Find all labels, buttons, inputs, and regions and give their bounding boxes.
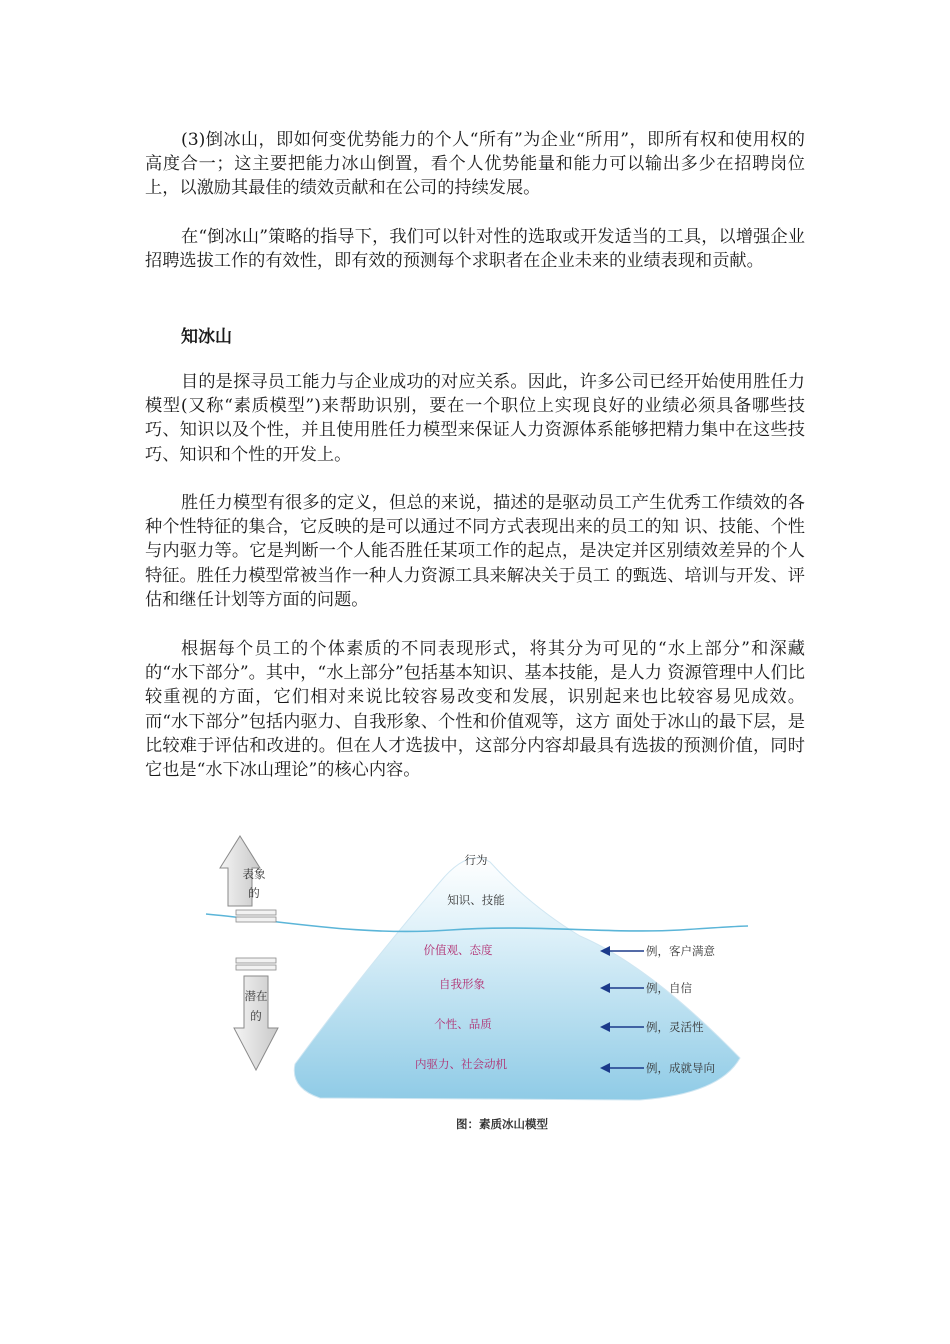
layer-self-image: 自我形象 (439, 977, 485, 991)
up-arrow-label-1: 表象 (242, 867, 266, 881)
figure-caption: 图：素质冰山模型 (456, 1117, 548, 1131)
up-arrow-label-2: 的 (248, 886, 260, 900)
layer-behavior: 行为 (464, 853, 488, 867)
example-customer-satisfaction: 例，客户满意 (646, 944, 715, 958)
paragraph-above-below-water: 根据每个员工的个体素质的不同表现形式，将其分为可见的“水上部分”和深藏的“水下部分”。其中，“水上部分”包括基本知识、基本技能，是人力 资源管理中人们比较重视的方面，它们相对来说比较容易改变和发展，识别起来也比较容易见成效。而“水下部分”包括内驱力、自我形象、个性和价值观等，这方 面处于冰山的最下层，是比较难于评估和改进的。但在人才选拔中，这部分内容却最具有选拔的预测价值，同时它也是“水下冰山理论”的核心内容。 (145, 639, 805, 781)
example-achievement: 例，成就导向 (646, 1061, 715, 1075)
paragraph-competency-definition: 胜任力模型有很多的定义，但总的来说，描述的是驱动员工产生优秀工作绩效的各种个性特征的集合，它反映的是可以通过不同方式表现出来的员工的知 识、技能、个性与内驱力等。它是判断一个人能否胜任某项工作的起点，是决定并区别绩效差异的个人特征。胜任力模型常被当作一种人力资源工具来解决关于员工 的甄选、培训与开发、评估和继任计划等方面的问题。 (145, 493, 805, 610)
iceberg-model-figure (200, 826, 760, 1146)
section-heading: 知冰山 (181, 327, 232, 347)
example-confidence: 例，自信 (646, 981, 692, 995)
layer-values: 价值观、态度 (423, 943, 493, 957)
down-arrow-label-2: 的 (250, 1009, 262, 1023)
down-arrow-label-1: 潜在 (244, 989, 268, 1003)
layer-personality: 个性、品质 (434, 1017, 492, 1031)
example-flexibility: 例，灵活性 (646, 1020, 704, 1034)
paragraph-purpose: 目的是探寻员工能力与企业成功的对应关系。因此，许多公司已经开始使用胜任力模型(又称“素质模型”)来帮助识别，要在一个职位上实现良好的业绩必须具备哪些技巧、知识以及个性，并且使用胜任力模型来保证人力资源体系能够把精力集中在这些技巧、知识和个性的开发上。 (145, 372, 805, 465)
layer-knowledge-skills: 知识、技能 (447, 893, 505, 907)
layer-motivation: 内驱力、社会动机 (415, 1057, 507, 1071)
paragraph-reverse-iceberg: (3)倒冰山，即如何变优势能力的个人“所有”为企业“所用”，即所有权和使用权的高度合一；这主要把能力冰山倒置，看个人优势能量和能力可以输出多少在招聘岗位上，以激励其最佳的绩效贡献和在公司的持续发展。 (145, 130, 805, 199)
paragraph-strategy: 在“倒冰山”策略的指导下，我们可以针对性的选取或开发适当的工具，以增强企业招聘选拔工作的有效性，即有效的预测每个求职者在企业未来的业绩表现和贡献。 (145, 227, 805, 272)
